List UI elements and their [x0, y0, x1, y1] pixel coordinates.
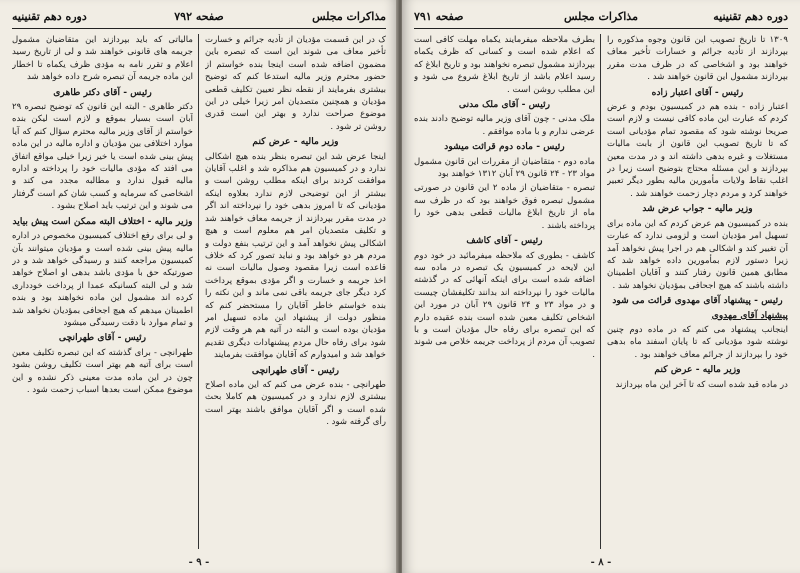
speaker-line: وزیر مالیه - عرض کنم [654, 364, 741, 376]
speaker-line: رئیس - آقای کاشف [466, 235, 543, 247]
speaker-line: رئیس - آقای طهرانچی [251, 364, 340, 376]
right-page-number: - ۸ - [590, 557, 612, 568]
body-paragraph: مالیاتی که باید بپردازند این متقاضیان مشمول جریمه های قانونی خواهند شد و لی از تاریخ رسید اعلام و تقرر نامه به مؤدی ظرف یکماه تا اخطار این ماده جریمه آن تبصره شرح داده خواهد شد [12, 35, 193, 83]
right-page-column-left [414, 34, 595, 549]
body-paragraph: در ماده قید شده است که تا آخر این ماه بپردازند [615, 379, 788, 390]
left-header-title: مذاکرات مجلس [312, 10, 386, 23]
body-paragraph: و لی برای رفع اختلاف کمیسیون مخصوص در اداره مالیه پیش بینی شده است و مؤدیان میتوانند بآن کمیسیون مراجعه کنند و رسیدگی خواهد شد و در صورتیکه حق با مؤدی باشد بدهی او اصلاح خواهد شد و لی البته کسانیکه عمدا از پرداخت خودداری کرده اند مشمول این ماده نخواهند بود و بنده اطمینان میدهم که هیچ اجحافی بمؤدیان نخواهد شد و تمام موارد با دقت رسیدگی میشود [12, 231, 193, 328]
body-paragraph: بنده در کمیسیون هم عرض کردم که این ماده برای تسهیل امر مؤدیان است و لزومی ندارد که عبارت آن تغییر کند و اشکالی هم در اجرا پیش نخواهد آمد زیرا دستور لازم بمأمورین داده خواهد شد که مطابق همین قانون رفتار کنند و آقایان اطمینان داشته باشند که هیچ اجحافی بمؤدیان نخواهد شد . [607, 218, 788, 291]
right-page [402, 0, 800, 573]
right-page-header [414, 8, 788, 29]
right-page-column-right [607, 34, 788, 549]
speaker-line: رئیس - پیشنهاد آقای مهدوی قرائت می شود [612, 295, 783, 307]
right-header-page-label: صفحه ۷۹۱ [414, 10, 464, 23]
body-paragraph: ماده دوم - متقاضیان از مقررات این قانون مشمول مواد ۲۳ - ۲۴ قانون ۲۹ آبان ۱۳۱۲ خواهند بود [414, 156, 595, 180]
column-divider [600, 34, 601, 549]
section-heading: پیشنهاد آقای مهدوی [711, 309, 788, 321]
left-page [0, 0, 398, 573]
left-page-header [12, 8, 386, 29]
body-paragraph: اعتبار زاده - بنده هم در کمیسیون بودم و عرض کردم که عبارت این ماده کافی نیست و لازم است صریحا نوشته شود که مقصود تمام مؤدیانی است که تا تاریخ تصویب این قانون از بابت مالیات مستغلات و غیره بدهی داشته اند و در مدت معین بپردازند و این مسئله محتاج بتوضیح است زیرا در اغلب نقاط ولایات مأمورین مالیه بطور دیگر تعبیر خواهند کرد و مردم دچار زحمت خواهند شد . [607, 102, 788, 199]
left-page-column-right [205, 34, 386, 549]
left-header-page-label: صفحه ۷۹۲ [174, 10, 224, 23]
body-paragraph: ک در این قسمت مؤدیان از تأدیه جرائم و خسارت تأخیر معاف می شوند این است که تبصره باین مضمون اضافه شده است اینجا بنده خواستم از حضور محترم وزیر مالیه استدعا کنم که توضیح بیشتری بفرمایند از نقطه نظر تعیین تکلیف قطعی مؤدیان و همچنین متصدیان امر زیرا خیلی در این موضوع صراحت ندارد و بهتر این است قدری روشن تر شود . [205, 35, 386, 132]
body-paragraph: دکتر طاهری - البته این قانون که توضیح تبصره ۲۹ آبان است بسیار بموقع و لازم است لیکن بنده خواستم از آقای وزیر مالیه محترم سؤال کنم که آیا موارد اختلافی بین مؤدیان و اداره مالیه در این ماده پیش بینی شده است یا خیر زیرا خیلی مواقع اتفاق می افتد که مؤدی مالیات خود را پرداخته و اداره مالیه قبول ندارد و مطالبه مجدد می کند و اشخاصی که سرمایه و کسب شان کم است گرفتار می شوند و این ترتیب باید اصلاح بشود . [12, 102, 193, 212]
body-paragraph: تبصره - متقاضیان از ماده ۲ این قانون در صورتی مشمول تبصره فوق خواهند بود که در ظرف سه ماه از تاریخ ابلاغ مالیات قطعی بدهی خود را پرداخته باشند . [414, 183, 595, 231]
speaker-line: رئیس - آقای ملک مدنی [458, 99, 551, 111]
right-page-columns [414, 34, 788, 549]
right-header-session: دوره دهم تقنینیه [713, 10, 788, 23]
body-paragraph: اینجانب پیشنهاد می کنم که در ماده دوم چنین نوشته شود مؤدیانی که تا پایان اسفند ماه بدهی خود را بپردازند از جرائم معاف خواهند بود . [607, 324, 788, 360]
right-header-title: مذاکرات مجلس [564, 10, 638, 23]
left-page-number: - ۹ - [188, 557, 210, 568]
body-paragraph: ملک مدنی - چون آقای وزیر مالیه توضیح دادند بنده عرضی ندارم و با ماده موافقم . [414, 114, 595, 137]
speaker-line: وزیر مالیه - جواب عرض شد [642, 203, 753, 215]
body-paragraph: طهرانچی - برای گذشته که این تبصره تکلیف معین است برای آتیه هم بهتر است تکلیف روشن بشود چون در این ماده مدت معینی ذکر نشده و این موضوع ممکن است بعدها اسباب زحمت شود . [12, 347, 193, 395]
speaker-line: رئیس - آقای دکتر طاهری [53, 86, 152, 98]
body-paragraph: اینجا عرض شد این تبصره بنظر بنده هیچ اشکالی ندارد و در کمیسیون هم مذاکره شد و اغلب آقایان موافقت کردند برای اینکه مطلب روشن است و بیشتر از این توضیحی لازم ندارد بعلاوه اینکه مؤدیانی که تا امروز بدهی خود را نپرداخته اند اگر در مدت مقرر بپردازند از جریمه معاف خواهند شد و تکلیف متصدیان امر هم معلوم است و هیچ اشکالی پیش نخواهد آمد و این ترتیب بنفع دولت و مردم هر دو خواهد بود و نباید تصور کرد که خلاف قاعده است زیرا مقصود وصول مالیات است نه اخذ جریمه و خسارت و اگر مؤدی بموقع پرداخت کرد ديگر جای جریمه باقی نمی ماند و این نکته را بنده خواستم خاطر آقایان را مستحضر کنم که منظور دولت از پیشنهاد این ماده تسهیل امر مؤدیان بوده است و البته در آتیه هم هر وقت لازم شود برای رفاه حال مردم پیشنهادات دیگری تقدیم خواهد شد و امیدوارم که آقایان موافقت بفرمایند [205, 151, 386, 361]
column-divider [198, 34, 199, 549]
body-paragraph: ۱۳۰۹ تا تاریخ تصویب این قانون وجوه مذکوره را بپردازند از تأدیه جرائم و خسارات تأخیر معاف خواهند بود و اشخاصی که در ظرف مدت مقرر بپردازند مشمول این قانون خواهند شد . [607, 35, 788, 83]
body-paragraph: بطرف ملاحظه میفرمایند یکماه مهلت کافی است که اعلام شده است و کسانی که ظرف یکماه بپردازند مشمول تبصره نخواهند بود و تاریخ ابلاغ که رسید اعلام باشد از تاریخ ابلاغ شروع می شود و این مطلب روشن است . [414, 35, 595, 95]
speaker-line: وزیر مالیه - اختلاف البته ممکن است پیش بیاید [12, 215, 193, 227]
body-paragraph: کاشف - بطوری که ملاحظه میفرمائید در خود دوم این لایحه در کمیسیون یک تبصره در ماده سه اضافه شده است برای اینکه آنهائی که در گذشته مالیات خود را نپرداخته اند بدانند تکلیفشان چیست و در مواد ۲۳ و ۲۴ قانون ۲۹ آبان در مورد این اشخاص تکلیف معین شده است بنده عقیده دارم که این تبصره برای رفاه حال مؤدیان است و با تصویب آن مردم از پرداخت جریمه خلاص می شوند . [414, 250, 595, 360]
speaker-line: رئیس - ماده دوم قرائت میشود [444, 141, 565, 153]
speaker-line: وزیر مالیه - عرض کنم [252, 136, 339, 148]
speaker-line: رئیس - آقای طهرانچی [58, 332, 147, 344]
left-header-session: دوره دهم تقنینیه [12, 10, 87, 23]
left-page-columns [12, 34, 386, 549]
body-paragraph: طهرانچی - بنده عرض می کنم که این ماده اصلاح بیشتری لازم ندارد و در کمیسیون هم کاملا بحث شده است و اگر آقایان موافق باشند بهتر است رأی گرفته شود . [205, 379, 386, 428]
speaker-line: رئیس - آقای اعتبار زاده [651, 86, 744, 98]
left-page-column-left [12, 34, 193, 549]
